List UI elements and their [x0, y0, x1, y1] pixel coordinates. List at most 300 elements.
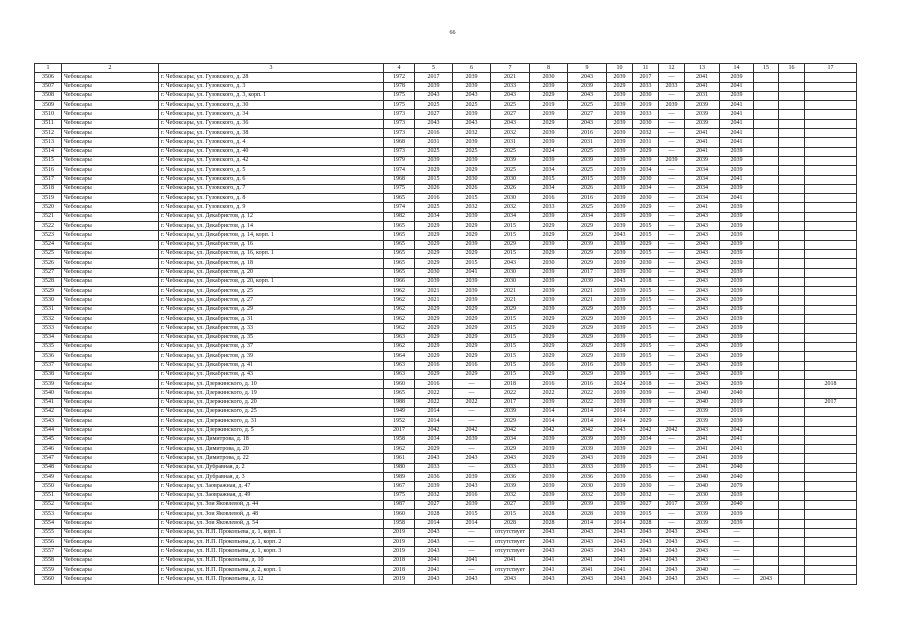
table-cell: г. Чебоксары, ул. Гузовского, д. 7	[159, 184, 384, 193]
table-cell: 3509	[35, 101, 62, 110]
table-cell	[805, 435, 857, 444]
column-header-6: 6	[453, 64, 491, 73]
table-cell: 3553	[35, 510, 62, 519]
table-cell: 1965	[384, 231, 415, 240]
table-cell	[779, 575, 805, 584]
table-cell: 2039	[685, 510, 720, 519]
table-cell: 2041	[568, 566, 607, 575]
table-cell: 3534	[35, 333, 62, 342]
table-cell: —	[659, 129, 685, 138]
table-cell: 1974	[384, 203, 415, 212]
table-cell: —	[453, 566, 491, 575]
table-cell: 2040	[685, 398, 720, 407]
table-cell: 2043	[685, 212, 720, 221]
table-cell: 3507	[35, 82, 62, 91]
table-cell: —	[659, 119, 685, 128]
table-cell: 2043	[685, 287, 720, 296]
table-cell: 2014	[607, 407, 633, 416]
table-cell: 2021	[491, 73, 530, 82]
table-row	[35, 194, 857, 203]
table-cell: 2041	[685, 203, 720, 212]
table-cell: г. Чебоксары, ул. Заовражная, д. 49	[159, 491, 384, 500]
table-cell: 2029	[453, 324, 491, 333]
table-cell: 2029	[607, 82, 633, 91]
table-cell: 2043	[415, 538, 453, 547]
table-cell: Чебоксары	[62, 119, 159, 128]
table-cell: 2034	[530, 184, 568, 193]
table-cell	[779, 538, 805, 547]
table-cell	[779, 231, 805, 240]
table-cell	[805, 259, 857, 268]
table-cell: 2033	[530, 463, 568, 472]
table-cell: 2043	[685, 249, 720, 258]
table-row	[35, 82, 857, 91]
table-cell: 3538	[35, 370, 62, 379]
table-cell: —	[453, 547, 491, 556]
table-cell: 2039	[607, 110, 633, 119]
table-cell: Чебоксары	[62, 352, 159, 361]
table-cell	[754, 277, 779, 286]
table-cell	[754, 491, 779, 500]
table-cell	[779, 277, 805, 286]
table-cell: 2039	[607, 212, 633, 221]
table-row	[35, 435, 857, 444]
table-cell: 2039	[453, 500, 491, 509]
table-cell	[779, 119, 805, 128]
table-cell: Чебоксары	[62, 240, 159, 249]
table-cell: 1968	[384, 175, 415, 184]
table-cell: 2029	[415, 342, 453, 351]
table-cell: 2032	[453, 129, 491, 138]
table-cell: 1952	[384, 417, 415, 426]
table-cell: 2025	[453, 101, 491, 110]
table-cell: Чебоксары	[62, 482, 159, 491]
table-cell: 2016	[568, 361, 607, 370]
table-cell: 2039	[720, 203, 754, 212]
table-cell: 2021	[491, 287, 530, 296]
table-cell: 1974	[384, 166, 415, 175]
table-cell: —	[659, 110, 685, 119]
column-header-4: 4	[384, 64, 415, 73]
table-cell	[805, 212, 857, 221]
table-cell: 2041	[491, 556, 530, 565]
table-cell: 3527	[35, 268, 62, 277]
column-header-17: 17	[805, 64, 857, 73]
table-cell: 2041	[720, 445, 754, 454]
table-row	[35, 110, 857, 119]
table-cell	[754, 296, 779, 305]
table-cell: —	[659, 184, 685, 193]
table-cell: 2022	[568, 389, 607, 398]
table-cell: 2029	[415, 259, 453, 268]
table-cell: г. Чебоксары, ул. Дзержинского, д. 31	[159, 417, 384, 426]
table-cell: 1949	[384, 407, 415, 416]
table-cell: 2079	[720, 482, 754, 491]
table-cell: 2015	[530, 175, 568, 184]
table-cell	[754, 519, 779, 528]
table-cell: 2017	[384, 426, 415, 435]
table-cell: 2039	[415, 156, 453, 165]
column-header-13: 13	[685, 64, 720, 73]
table-cell: 2043	[659, 575, 685, 584]
table-cell: 3552	[35, 500, 62, 509]
table-cell: 2015	[491, 222, 530, 231]
table-cell: 2039	[607, 249, 633, 258]
table-cell: Чебоксары	[62, 398, 159, 407]
table-cell: 2030	[633, 175, 659, 184]
table-cell: 2041	[530, 556, 568, 565]
table-cell: 2029	[415, 315, 453, 324]
table-cell: —	[659, 510, 685, 519]
table-cell: 2027	[491, 500, 530, 509]
table-cell: 3550	[35, 482, 62, 491]
table-row	[35, 315, 857, 324]
table-cell: 2039	[607, 500, 633, 509]
table-cell: 2016	[530, 361, 568, 370]
table-cell: г. Чебоксары, ул. Декабристов, д. 27	[159, 296, 384, 305]
table-cell: г. Чебоксары, ул. Декабристов, д. 20	[159, 268, 384, 277]
table-cell: 2043	[685, 259, 720, 268]
table-cell: 2043	[453, 575, 491, 584]
table-cell: 2039	[530, 156, 568, 165]
table-cell	[779, 203, 805, 212]
table-cell: 2039	[530, 305, 568, 314]
table-cell: 2039	[453, 473, 491, 482]
table-cell: 2039	[720, 184, 754, 193]
table-cell: 1965	[384, 389, 415, 398]
table-cell: 2043	[685, 361, 720, 370]
table-cell: 2039	[720, 222, 754, 231]
table-cell: 2015	[491, 342, 530, 351]
table-cell: 1962	[384, 296, 415, 305]
table-cell: 2039	[720, 510, 754, 519]
table-cell: Чебоксары	[62, 129, 159, 138]
table-cell	[805, 510, 857, 519]
table-cell: 2041	[453, 556, 491, 565]
table-cell	[805, 91, 857, 100]
table-cell: 3515	[35, 156, 62, 165]
table-cell	[754, 333, 779, 342]
table-cell: 2029	[633, 240, 659, 249]
table-cell: —	[720, 566, 754, 575]
table-cell	[779, 528, 805, 537]
table-row	[35, 156, 857, 165]
table-cell: 2017	[659, 500, 685, 509]
table-cell: 1965	[384, 194, 415, 203]
table-cell: г. Чебоксары, ул. Декабристов, д. 33	[159, 324, 384, 333]
table-cell: Чебоксары	[62, 175, 159, 184]
table-cell: 2039	[607, 268, 633, 277]
table-cell	[779, 566, 805, 575]
table-cell: Чебоксары	[62, 212, 159, 221]
table-cell: 2033	[659, 82, 685, 91]
table-cell: 2043	[415, 547, 453, 556]
table-cell: Чебоксары	[62, 222, 159, 231]
table-cell: 2029	[530, 454, 568, 463]
table-cell	[754, 101, 779, 110]
table-cell: 2029	[568, 370, 607, 379]
table-cell	[779, 352, 805, 361]
table-cell: 3511	[35, 119, 62, 128]
table-cell: Чебоксары	[62, 184, 159, 193]
table-row	[35, 305, 857, 314]
table-cell: Чебоксары	[62, 333, 159, 342]
table-cell: —	[659, 407, 685, 416]
table-cell: 2039	[720, 417, 754, 426]
table-cell: Чебоксары	[62, 101, 159, 110]
table-cell	[779, 296, 805, 305]
column-header-16: 16	[779, 64, 805, 73]
table-cell: 3555	[35, 528, 62, 537]
table-cell: 2043	[685, 277, 720, 286]
table-cell: 2028	[530, 519, 568, 528]
table-cell: —	[659, 268, 685, 277]
table-cell: 2024	[607, 380, 633, 389]
table-cell: 2043	[685, 575, 720, 584]
table-cell: 2043	[659, 547, 685, 556]
table-cell	[805, 240, 857, 249]
table-cell: 2039	[453, 212, 491, 221]
table-cell: 2039	[720, 156, 754, 165]
table-cell: 2017	[633, 407, 659, 416]
table-cell: 2030	[491, 194, 530, 203]
table-cell: 3545	[35, 435, 62, 444]
table-cell: 2043	[659, 566, 685, 575]
table-cell	[779, 194, 805, 203]
table-cell	[779, 556, 805, 565]
table-cell: Чебоксары	[62, 268, 159, 277]
table-cell: 2039	[633, 212, 659, 221]
table-cell: 2031	[685, 91, 720, 100]
table-cell: 2041	[720, 138, 754, 147]
table-cell: Чебоксары	[62, 166, 159, 175]
table-cell: 2029	[530, 249, 568, 258]
table-cell: 1962	[384, 287, 415, 296]
table-cell: 2039	[720, 324, 754, 333]
table-cell	[754, 259, 779, 268]
table-cell: 2033	[530, 203, 568, 212]
table-cell: 2039	[530, 491, 568, 500]
table-cell: 2039	[720, 454, 754, 463]
table-cell: Чебоксары	[62, 342, 159, 351]
table-row	[35, 147, 857, 156]
table-cell: 2015	[491, 510, 530, 519]
table-cell	[779, 138, 805, 147]
table-cell: 2039	[453, 277, 491, 286]
table-cell	[779, 315, 805, 324]
table-cell	[754, 398, 779, 407]
table-cell: 2043	[491, 575, 530, 584]
table-cell: 2043	[685, 370, 720, 379]
table-cell: 1958	[384, 435, 415, 444]
table-cell: 1960	[384, 510, 415, 519]
table-cell: 2039	[720, 249, 754, 258]
table-cell: —	[659, 491, 685, 500]
table-cell: 3523	[35, 231, 62, 240]
table-cell: г. Чебоксары, ул. Декабристов, д. 41	[159, 361, 384, 370]
column-header-8: 8	[530, 64, 568, 73]
table-cell: 2029	[415, 352, 453, 361]
table-cell: —	[453, 538, 491, 547]
table-cell: —	[659, 389, 685, 398]
table-cell: 3526	[35, 259, 62, 268]
table-cell: 2015	[491, 315, 530, 324]
table-cell: 1965	[384, 222, 415, 231]
table-cell	[805, 82, 857, 91]
table-cell: 2025	[415, 147, 453, 156]
table-cell: 2040	[685, 566, 720, 575]
table-cell: г. Чебоксары, ул. Гузовского, д. 28	[159, 73, 384, 82]
table-cell: 2027	[415, 500, 453, 509]
table-cell	[754, 194, 779, 203]
table-cell: 2016	[568, 194, 607, 203]
table-cell: 2015	[633, 361, 659, 370]
table-cell	[805, 370, 857, 379]
table-cell: 2014	[530, 417, 568, 426]
table-cell: —	[659, 73, 685, 82]
table-cell: —	[659, 445, 685, 454]
table-cell: 2039	[568, 277, 607, 286]
table-cell: Чебоксары	[62, 361, 159, 370]
table-cell: 2040	[685, 482, 720, 491]
table-cell: 2022	[415, 398, 453, 407]
table-cell: 2043	[607, 277, 633, 286]
table-cell: 2039	[685, 407, 720, 416]
table-cell: —	[659, 398, 685, 407]
table-cell: г. Чебоксары, ул. Зои Яковлевой, д. 54	[159, 519, 384, 528]
table-cell: 2029	[415, 249, 453, 258]
table-cell: 2018	[805, 380, 857, 389]
table-cell	[754, 389, 779, 398]
table-cell: 2039	[720, 352, 754, 361]
table-row	[35, 473, 857, 482]
table-cell: Чебоксары	[62, 73, 159, 82]
table-cell: 2031	[491, 138, 530, 147]
table-cell: 2041	[415, 566, 453, 575]
table-cell: Чебоксары	[62, 82, 159, 91]
table-cell: Чебоксары	[62, 315, 159, 324]
table-cell	[779, 380, 805, 389]
table-cell: 3517	[35, 175, 62, 184]
table-row	[35, 566, 857, 575]
table-cell: 2040	[720, 389, 754, 398]
table-cell: 2039	[568, 435, 607, 444]
table-cell: 2039	[568, 156, 607, 165]
table-cell: 2029	[568, 249, 607, 258]
table-cell	[805, 315, 857, 324]
table-cell	[754, 352, 779, 361]
table-cell	[805, 249, 857, 258]
table-cell	[805, 500, 857, 509]
table-cell: 2039	[720, 212, 754, 221]
table-cell: 2015	[633, 333, 659, 342]
table-cell: Чебоксары	[62, 287, 159, 296]
table-cell	[805, 101, 857, 110]
table-cell: 2041	[685, 435, 720, 444]
table-cell: 1973	[384, 147, 415, 156]
table-cell: Чебоксары	[62, 259, 159, 268]
table-cell	[754, 473, 779, 482]
table-cell	[779, 333, 805, 342]
table-row	[35, 184, 857, 193]
table-cell: 2040	[720, 463, 754, 472]
table-cell: 2039	[720, 361, 754, 370]
table-row	[35, 138, 857, 147]
table-cell: Чебоксары	[62, 566, 159, 575]
table-cell: 2043	[453, 482, 491, 491]
table-cell	[805, 184, 857, 193]
table-cell: 2039	[720, 91, 754, 100]
table-cell: 2039	[685, 519, 720, 528]
table-cell: —	[659, 380, 685, 389]
table-row	[35, 231, 857, 240]
table-cell: 2029	[453, 352, 491, 361]
table-row	[35, 268, 857, 277]
table-cell: 2039	[685, 101, 720, 110]
table-cell: 2031	[415, 138, 453, 147]
table-cell: 2039	[568, 240, 607, 249]
table-row	[35, 277, 857, 286]
table-cell: 2043	[568, 575, 607, 584]
table-cell: Чебоксары	[62, 324, 159, 333]
table-cell: 2025	[491, 166, 530, 175]
table-cell: 2018	[384, 556, 415, 565]
table-cell: 2043	[453, 454, 491, 463]
table-cell	[805, 166, 857, 175]
table-cell: 2034	[491, 212, 530, 221]
table-cell: 2032	[633, 491, 659, 500]
table-cell	[779, 426, 805, 435]
table-cell: 2039	[453, 156, 491, 165]
table-cell: 2041	[633, 556, 659, 565]
table-cell: 2043	[685, 268, 720, 277]
table-cell: 2039	[415, 277, 453, 286]
table-cell: 3519	[35, 194, 62, 203]
table-cell: 2015	[453, 510, 491, 519]
table-cell: 2015	[633, 231, 659, 240]
table-cell: 2015	[415, 175, 453, 184]
table-cell: 2039	[633, 389, 659, 398]
table-cell: 2039	[720, 231, 754, 240]
table-cell: 2034	[685, 166, 720, 175]
table-cell: 3522	[35, 222, 62, 231]
table-cell: 1961	[384, 454, 415, 463]
table-cell: 2015	[491, 352, 530, 361]
table-cell: 3542	[35, 407, 62, 416]
table-cell: 2034	[530, 166, 568, 175]
table-cell: 3518	[35, 184, 62, 193]
table-row	[35, 370, 857, 379]
table-cell: Чебоксары	[62, 417, 159, 426]
table-cell	[805, 407, 857, 416]
table-cell	[805, 519, 857, 528]
table-cell: 1975	[384, 91, 415, 100]
table-cell: 2015	[633, 510, 659, 519]
table-cell: Чебоксары	[62, 156, 159, 165]
table-cell	[754, 370, 779, 379]
table-cell: г. Чебоксары, ул. Гузовского, д. 5	[159, 166, 384, 175]
table-cell: Чебоксары	[62, 203, 159, 212]
table-cell: 2043	[607, 538, 633, 547]
table-cell: 2029	[415, 324, 453, 333]
table-cell: 2022	[491, 389, 530, 398]
table-cell: —	[659, 296, 685, 305]
table-cell: —	[659, 138, 685, 147]
table-cell	[805, 296, 857, 305]
table-cell: Чебоксары	[62, 91, 159, 100]
table-cell: —	[720, 556, 754, 565]
table-cell: 2029	[415, 445, 453, 454]
